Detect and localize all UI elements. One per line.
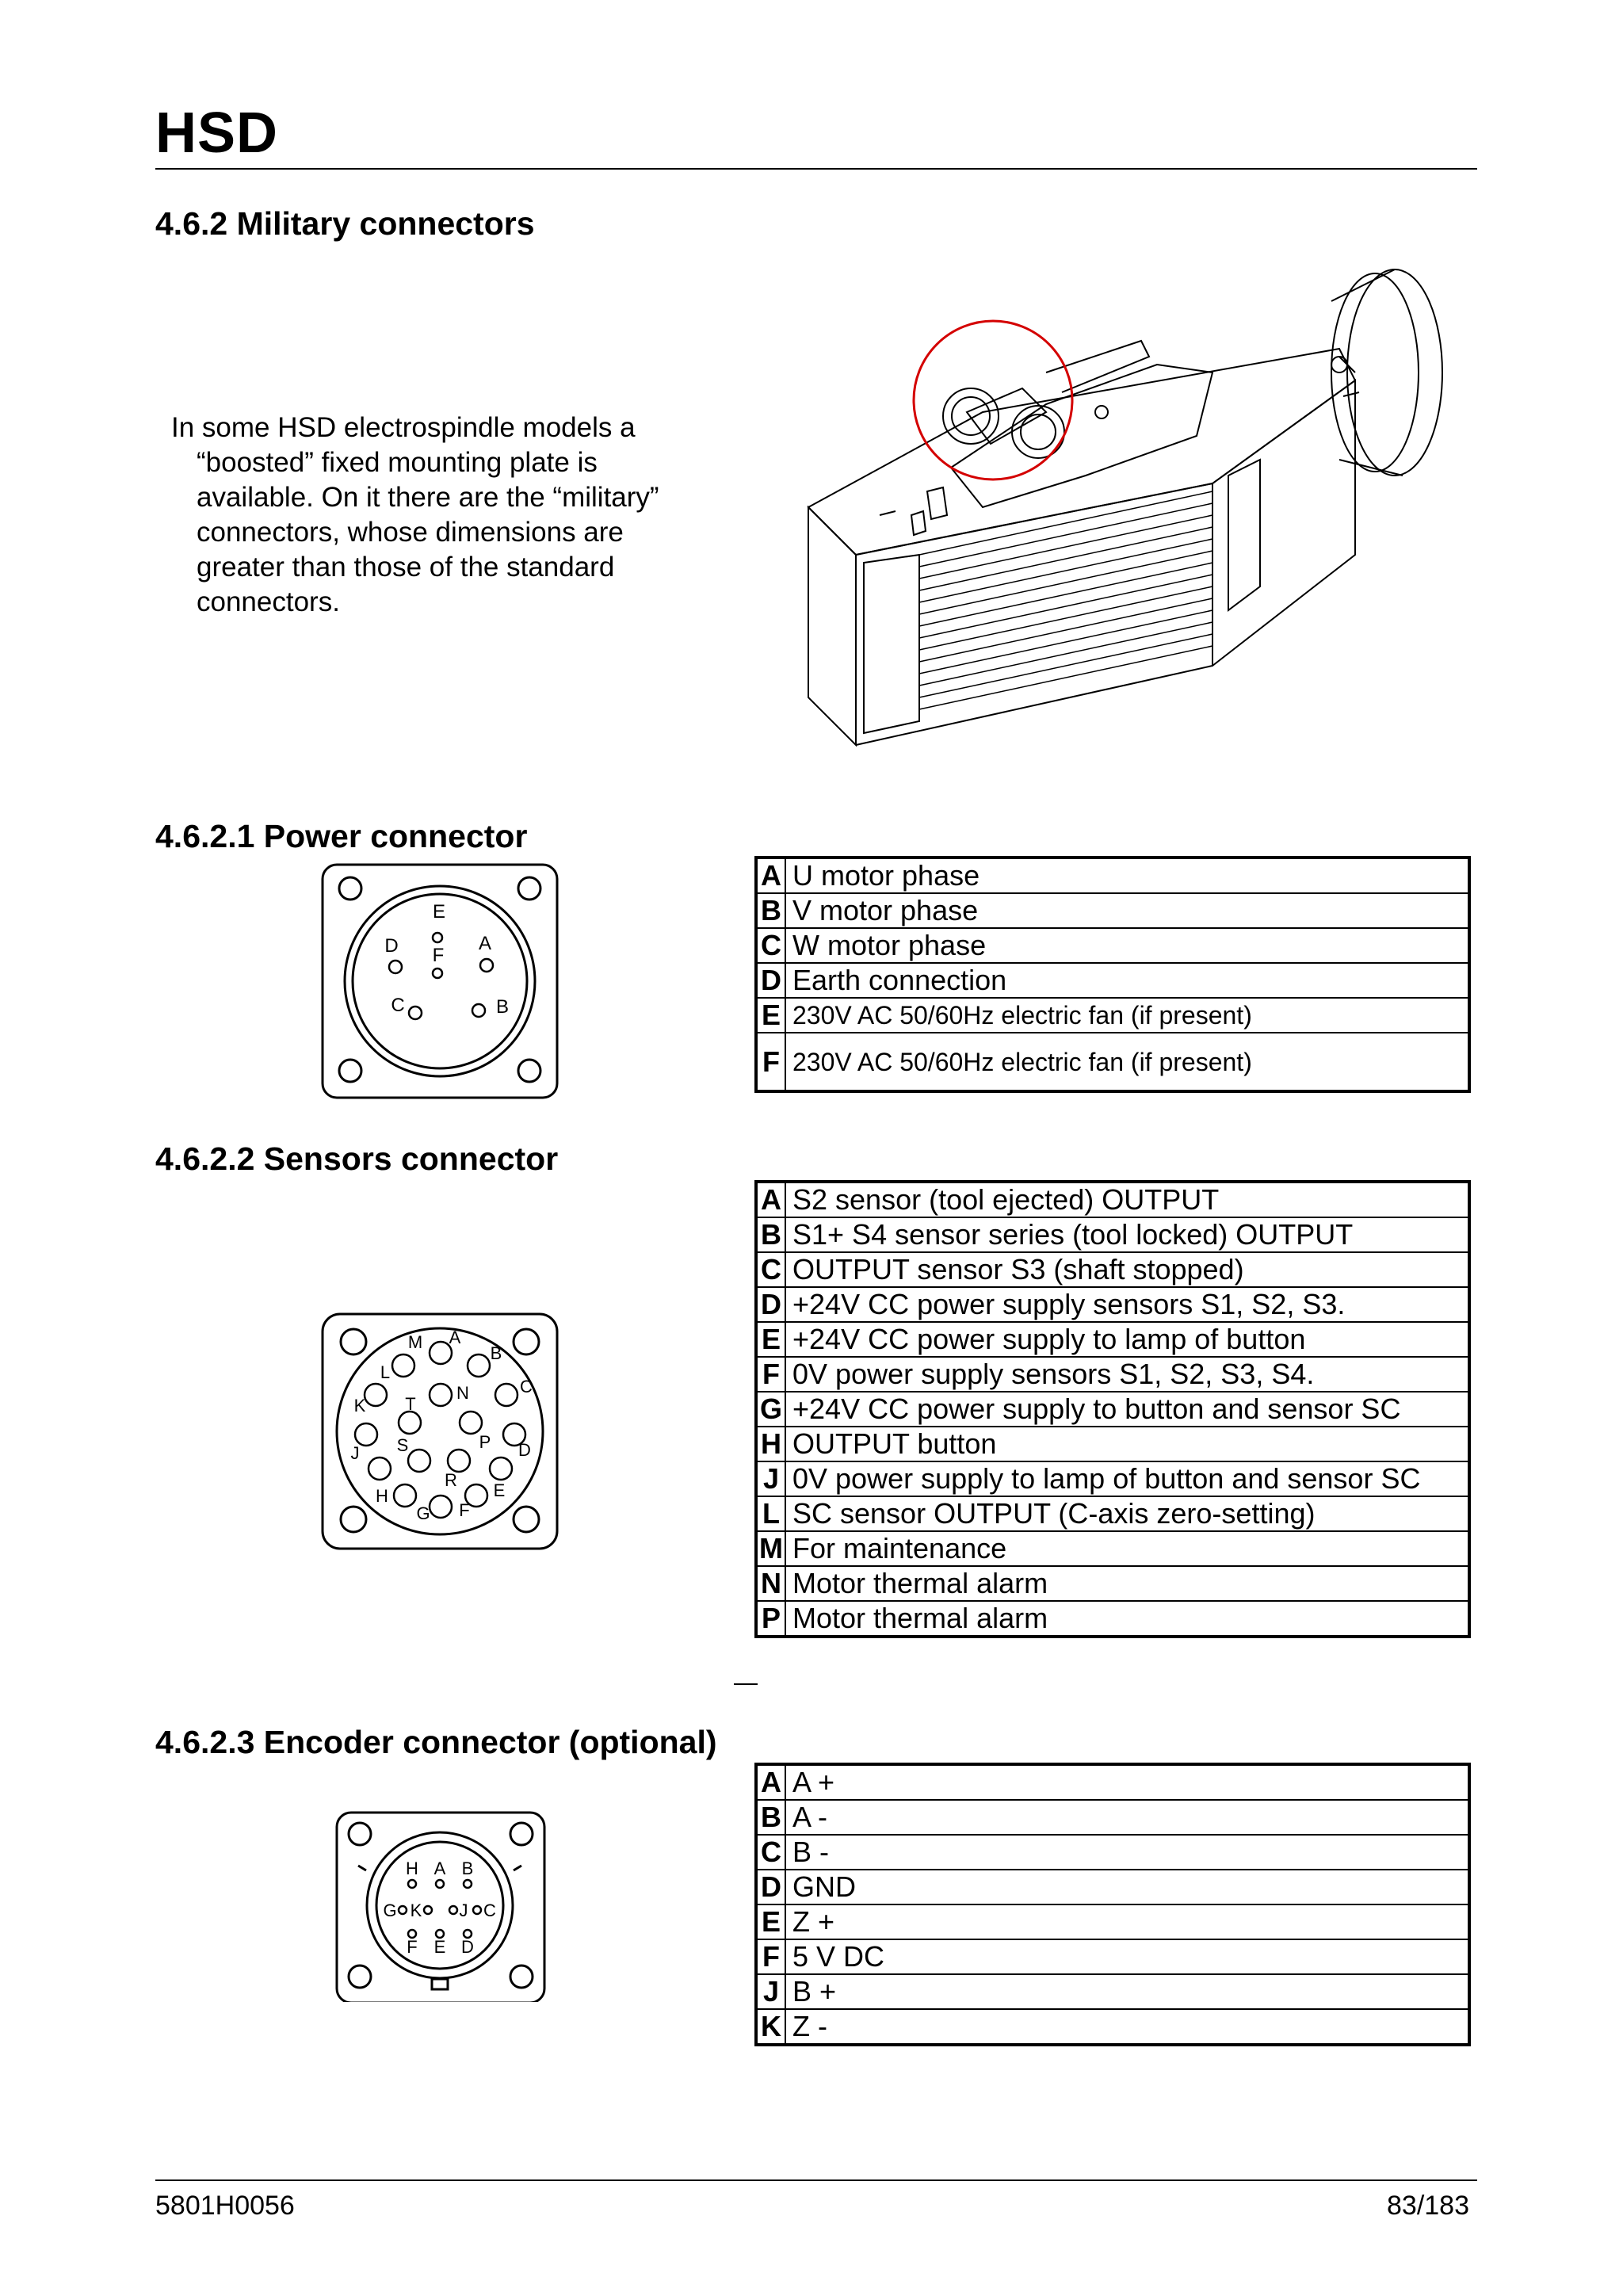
svg-text:K: K: [353, 1396, 366, 1415]
svg-text:G: G: [383, 1901, 397, 1920]
sensors-connector-diagram: [320, 1312, 559, 1551]
pin-key: E: [756, 998, 785, 1033]
pin-key: B: [756, 893, 785, 928]
svg-text:A: A: [449, 1328, 461, 1347]
pin-description: 0V power supply sensors S1, S2, S3, S4.: [785, 1357, 1469, 1392]
pin-key: D: [756, 1287, 785, 1322]
table-tick: [734, 1683, 758, 1685]
svg-text:B: B: [495, 996, 510, 1018]
pin-description: For maintenance: [785, 1531, 1469, 1566]
page-number: 83/183: [1387, 2191, 1469, 2221]
pin-description: +24V CC power supply to button and sensor SC: [785, 1392, 1469, 1427]
pin-description: +24V CC power supply sensors S1, S2, S3.: [785, 1287, 1469, 1322]
table-row: [756, 963, 1469, 998]
svg-text:A: A: [433, 1859, 446, 1878]
table-row: [756, 1392, 1469, 1427]
pin-key: B: [756, 1217, 785, 1252]
pin-description: 230V AC 50/60Hz electric fan (if present): [785, 998, 1469, 1033]
intro-line: “boosted” fixed mounting plate is: [197, 447, 598, 478]
table-row: [756, 1496, 1469, 1531]
pin-description: U motor phase: [785, 858, 1469, 893]
pin-key: L: [756, 1496, 785, 1531]
intro-line: connectors, whose dimensions are: [197, 517, 624, 548]
table-row: [756, 1252, 1469, 1287]
pin-description: W motor phase: [785, 928, 1469, 963]
svg-text:M: M: [407, 1332, 423, 1352]
table-row: [756, 1764, 1469, 1800]
svg-text:E: E: [432, 901, 446, 923]
pin-description: Motor thermal alarm: [785, 1566, 1469, 1601]
power-connector-diagram: [320, 862, 559, 1100]
svg-text:J: J: [350, 1443, 360, 1463]
pin-key: J: [756, 1974, 785, 2009]
intro-line: available. On it there are the “military”: [197, 482, 659, 513]
encoder-connector-title: 4.6.2.3 Encoder connector (optional): [155, 1724, 717, 1760]
section-title: 4.6.2 Military connectors: [155, 205, 535, 242]
hsd-logo: HSD: [155, 101, 279, 165]
pin-description: +24V CC power supply to lamp of button: [785, 1322, 1469, 1357]
svg-text:C: C: [391, 995, 405, 1016]
table-row: [756, 1357, 1469, 1392]
table-row: [756, 1461, 1469, 1496]
svg-text:F: F: [432, 945, 445, 966]
svg-text:F: F: [407, 1937, 418, 1957]
pin-key: K: [756, 2009, 785, 2045]
svg-text:S: S: [396, 1435, 409, 1455]
pin-key: E: [756, 1904, 785, 1939]
table-row: [756, 1287, 1469, 1322]
intro-line: In some HSD electrospindle models a: [171, 412, 636, 443]
pin-description: 0V power supply to lamp of button and sensor SC: [785, 1461, 1469, 1496]
table-row: [756, 998, 1469, 1033]
intro-line: connectors.: [197, 586, 340, 617]
pin-description: OUTPUT button: [785, 1427, 1469, 1461]
svg-text:L: L: [380, 1362, 391, 1382]
table-row: [756, 1835, 1469, 1870]
pin-key: G: [756, 1392, 785, 1427]
table-row: [756, 1870, 1469, 1904]
pin-description: Z +: [785, 1904, 1469, 1939]
sensors-pin-table: [754, 1180, 1471, 1638]
pin-key: C: [756, 928, 785, 963]
svg-text:E: E: [433, 1937, 446, 1957]
table-row: [756, 858, 1469, 893]
intro-paragraph: [171, 411, 710, 620]
table-row: [756, 1427, 1469, 1461]
pin-key: F: [756, 1357, 785, 1392]
svg-text:B: B: [461, 1859, 474, 1878]
table-row: [756, 1182, 1469, 1217]
pin-description: Z -: [785, 2009, 1469, 2045]
pin-description: A -: [785, 1800, 1469, 1835]
svg-text:K: K: [410, 1901, 422, 1920]
power-pin-table: [754, 856, 1471, 1093]
svg-text:D: D: [461, 1937, 474, 1957]
document-code: 5801H0056: [155, 2191, 295, 2221]
svg-text:T: T: [405, 1394, 416, 1414]
table-row: [756, 1939, 1469, 1974]
svg-text:P: P: [479, 1432, 491, 1452]
pin-key: H: [756, 1427, 785, 1461]
svg-text:C: C: [520, 1377, 533, 1396]
pin-description: OUTPUT sensor S3 (shaft stopped): [785, 1252, 1469, 1287]
pin-description: B -: [785, 1835, 1469, 1870]
sensors-connector-title: 4.6.2.2 Sensors connector: [155, 1140, 559, 1177]
pin-key: D: [756, 963, 785, 998]
footer-divider: [155, 2179, 1477, 2181]
pin-key: F: [756, 1033, 785, 1091]
svg-text:G: G: [416, 1503, 430, 1523]
table-row: [756, 1601, 1469, 1637]
pin-description: SC sensor OUTPUT (C-axis zero-setting): [785, 1496, 1469, 1531]
pin-key: F: [756, 1939, 785, 1974]
svg-text:R: R: [445, 1470, 457, 1490]
table-row: [756, 1531, 1469, 1566]
table-row: [756, 928, 1469, 963]
svg-text:A: A: [478, 933, 492, 954]
pin-key: D: [756, 1870, 785, 1904]
svg-text:E: E: [493, 1480, 506, 1500]
pin-description: B +: [785, 1974, 1469, 2009]
pin-description: S2 sensor (tool ejected) OUTPUT: [785, 1182, 1469, 1217]
table-row: [756, 1974, 1469, 2009]
pin-key: A: [756, 1764, 785, 1800]
pin-description: V motor phase: [785, 893, 1469, 928]
pin-key: C: [756, 1252, 785, 1287]
svg-text:J: J: [459, 1901, 468, 1920]
pin-key: B: [756, 1800, 785, 1835]
pin-key: M: [756, 1531, 785, 1566]
pin-key: C: [756, 1835, 785, 1870]
pin-description: Earth connection: [785, 963, 1469, 998]
table-row: [756, 1904, 1469, 1939]
pin-description: S1+ S4 sensor series (tool locked) OUTPUT: [785, 1217, 1469, 1252]
pin-key: N: [756, 1566, 785, 1601]
svg-text:D: D: [518, 1440, 531, 1460]
header-divider: [155, 168, 1477, 170]
pin-description: 5 V DC: [785, 1939, 1469, 1974]
pin-description: 230V AC 50/60Hz electric fan (if present): [785, 1033, 1469, 1091]
encoder-connector-diagram: [333, 1809, 547, 2002]
svg-text:C: C: [483, 1901, 496, 1920]
table-row: [756, 1566, 1469, 1601]
pin-key: J: [756, 1461, 785, 1496]
table-row: [756, 1217, 1469, 1252]
table-row: [756, 1033, 1469, 1091]
svg-text:D: D: [384, 935, 399, 957]
table-row: [756, 893, 1469, 928]
pin-key: P: [756, 1601, 785, 1637]
intro-line: greater than those of the standard: [197, 552, 615, 583]
encoder-pin-table: [754, 1763, 1471, 2046]
power-connector-title: 4.6.2.1 Power connector: [155, 818, 528, 854]
table-row: [756, 1800, 1469, 1835]
pin-key: A: [756, 858, 785, 893]
svg-text:H: H: [376, 1486, 388, 1506]
table-row: [756, 2009, 1469, 2045]
pin-description: GND: [785, 1870, 1469, 1904]
svg-text:B: B: [490, 1343, 502, 1363]
svg-text:N: N: [456, 1383, 469, 1403]
table-row: [756, 1322, 1469, 1357]
electrospindle-illustration: [785, 254, 1498, 761]
pin-key: E: [756, 1322, 785, 1357]
svg-text:F: F: [459, 1500, 470, 1520]
svg-text:H: H: [406, 1859, 418, 1878]
pin-description: Motor thermal alarm: [785, 1601, 1469, 1637]
pin-key: A: [756, 1182, 785, 1217]
pin-description: A +: [785, 1764, 1469, 1800]
